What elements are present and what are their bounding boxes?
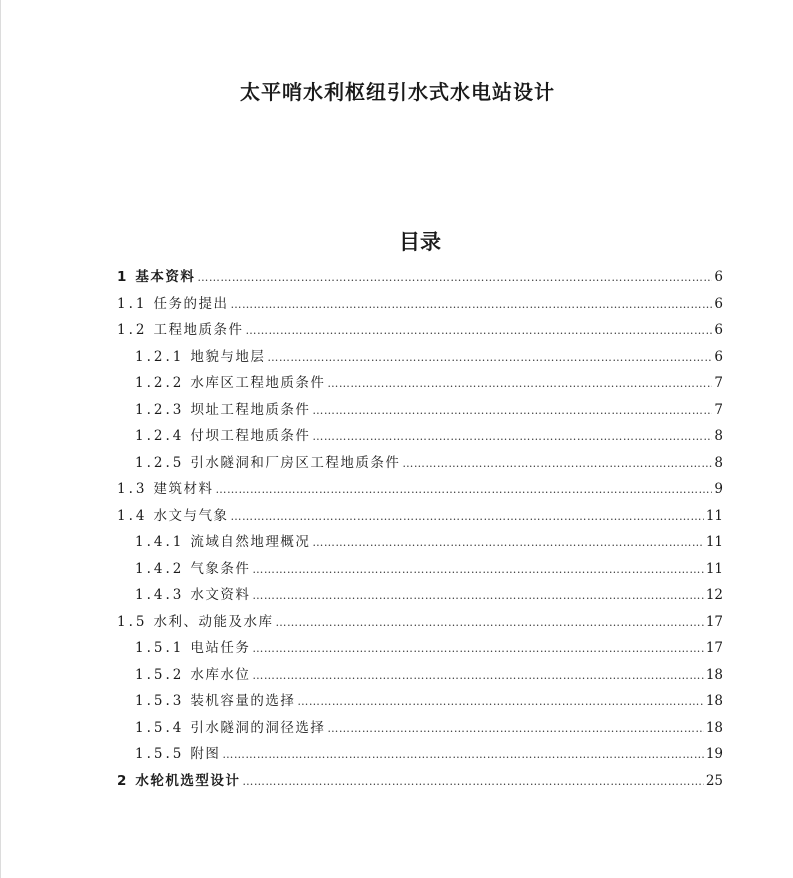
toc-entry[interactable] xyxy=(117,476,723,503)
toc-entry-number: 1.4.1 xyxy=(135,534,185,550)
toc-entry-label: 电站任务 xyxy=(190,640,251,656)
toc-entry-number: 1.2 xyxy=(117,322,148,338)
toc-entry-page: 8 xyxy=(714,428,723,444)
toc-entry-label: 气象条件 xyxy=(190,560,251,577)
toc-entry-label: 装机容量的选择 xyxy=(190,693,296,709)
toc-entry-page: 17 xyxy=(705,613,723,630)
toc-entry-page: 8 xyxy=(714,454,723,471)
toc-entry-number: 1.2.4 xyxy=(135,428,185,444)
toc-entry-number: 1.5.4 xyxy=(135,719,185,736)
toc-entry-number: 1.2.2 xyxy=(135,375,185,391)
toc-entry-page: 12 xyxy=(705,587,723,603)
toc-leader-dots xyxy=(252,663,703,690)
toc-entry-label: 地貌与地层 xyxy=(190,348,266,365)
toc-leader-dots xyxy=(275,610,703,637)
toc-leader-dots xyxy=(245,318,712,345)
toc-entry-label: 工程地质条件 xyxy=(153,322,244,338)
toc-entry-label: 任务的提出 xyxy=(153,295,229,312)
toc-entry-label: 建筑材料 xyxy=(153,481,214,497)
toc-entry-title xyxy=(117,609,273,636)
toc-entry-page: 25 xyxy=(705,772,723,789)
toc-entry[interactable] xyxy=(117,582,723,609)
toc-leader-dots xyxy=(312,424,712,451)
toc-entry-title xyxy=(135,344,265,371)
toc-entry-label: 水文资料 xyxy=(190,587,251,603)
toc-leader-dots xyxy=(312,530,703,557)
toc-entry-page: 11 xyxy=(705,560,723,577)
toc-entry-page: 18 xyxy=(705,719,723,736)
toc-entry-title xyxy=(117,317,243,344)
toc-entry-number: 1.4.2 xyxy=(135,560,185,577)
toc-entry-title xyxy=(117,264,195,291)
toc-leader-dots xyxy=(215,477,712,504)
toc-leader-dots xyxy=(230,504,703,531)
toc-leader-dots xyxy=(252,557,703,584)
toc-entry-page: 7 xyxy=(714,401,723,418)
toc-entry-number: 1.5.1 xyxy=(135,640,185,656)
toc-entry-label: 水利、动能及水库 xyxy=(153,613,274,630)
toc-entry[interactable] xyxy=(117,344,723,371)
toc-entry[interactable] xyxy=(117,317,723,344)
toc-entry-number: 1.2.3 xyxy=(135,401,185,418)
document-title: 太平哨水利枢纽引水式水电站设计 xyxy=(240,80,555,104)
toc-entry-number: 1.5.3 xyxy=(135,693,185,709)
toc-entry-title xyxy=(135,741,220,768)
toc-entry[interactable] xyxy=(117,609,723,636)
toc-entry[interactable] xyxy=(117,503,723,530)
toc-entry-title xyxy=(135,635,250,662)
toc-entry-title xyxy=(135,662,250,689)
toc-entry-page: 19 xyxy=(705,746,723,762)
toc-leader-dots xyxy=(327,371,712,398)
toc-entry-label: 引水隧洞的洞径选择 xyxy=(190,719,326,736)
toc-leader-dots xyxy=(327,716,703,743)
toc-entry-title xyxy=(117,503,228,530)
toc-entry-label: 基本资料 xyxy=(135,269,196,285)
toc-entry-number: 1.2.5 xyxy=(135,454,185,471)
toc-entry[interactable] xyxy=(117,635,723,662)
toc-entry-page: 7 xyxy=(714,375,723,391)
toc-entry-page: 6 xyxy=(714,322,723,338)
toc-entry-title xyxy=(135,529,310,556)
toc-entry-label: 附图 xyxy=(190,746,221,762)
toc-entry-number: 1 xyxy=(117,269,130,285)
toc-entry-title xyxy=(135,556,250,583)
toc-entry[interactable] xyxy=(117,556,723,583)
toc-entry-number: 1.5 xyxy=(117,613,148,630)
toc-entry[interactable] xyxy=(117,529,723,556)
toc-entry-number: 1.2.1 xyxy=(135,348,185,365)
toc-entry-title xyxy=(117,291,228,318)
toc-leader-dots xyxy=(230,292,712,319)
toc-entry-page: 6 xyxy=(714,269,723,285)
toc-entry[interactable] xyxy=(117,662,723,689)
toc-entry-page: 9 xyxy=(714,481,723,497)
toc-entry-label: 水库水位 xyxy=(190,666,251,683)
toc-entry-page: 18 xyxy=(705,693,723,709)
toc-heading: 目录 xyxy=(399,230,441,254)
toc-entry[interactable] xyxy=(117,291,723,318)
toc-leader-dots xyxy=(267,345,712,372)
toc-entry-number: 1.4.3 xyxy=(135,587,185,603)
toc-entry-page: 17 xyxy=(705,640,723,656)
toc-leader-dots xyxy=(222,742,703,769)
toc-entry[interactable] xyxy=(117,397,723,424)
toc-entry[interactable] xyxy=(117,741,723,768)
toc-entry-title xyxy=(135,370,325,397)
table-of-contents xyxy=(117,264,723,794)
toc-entry-title xyxy=(117,768,240,795)
toc-leader-dots xyxy=(197,265,712,292)
toc-leader-dots xyxy=(252,636,703,663)
toc-entry-title xyxy=(135,688,295,715)
toc-leader-dots xyxy=(402,451,712,478)
toc-entry-label: 水库区工程地质条件 xyxy=(190,375,326,391)
toc-entry[interactable] xyxy=(117,423,723,450)
toc-entry[interactable] xyxy=(117,370,723,397)
toc-entry-page: 11 xyxy=(705,507,723,524)
toc-entry-label: 坝址工程地质条件 xyxy=(190,401,311,418)
toc-entry-number: 1.1 xyxy=(117,295,148,312)
toc-entry-title xyxy=(117,476,213,503)
toc-leader-dots xyxy=(242,769,703,796)
toc-entry-label: 付坝工程地质条件 xyxy=(190,428,311,444)
toc-entry[interactable] xyxy=(117,264,723,291)
toc-leader-dots xyxy=(252,583,703,610)
toc-entry-label: 流域自然地理概况 xyxy=(190,534,311,550)
toc-entry-label: 水文与气象 xyxy=(153,507,229,524)
toc-leader-dots xyxy=(297,689,703,716)
toc-entry-page: 6 xyxy=(714,295,723,312)
toc-entry-number: 1.4 xyxy=(117,507,148,524)
toc-entry[interactable] xyxy=(117,715,723,742)
toc-entry-number: 1.3 xyxy=(117,481,148,497)
toc-entry-title xyxy=(135,450,400,477)
toc-entry-title xyxy=(135,715,325,742)
toc-entry-number: 2 xyxy=(117,772,130,789)
toc-entry[interactable] xyxy=(117,450,723,477)
toc-entry-page: 6 xyxy=(714,348,723,365)
toc-leader-dots xyxy=(312,398,712,425)
toc-entry[interactable] xyxy=(117,688,723,715)
toc-entry[interactable] xyxy=(117,768,723,795)
toc-entry-page: 11 xyxy=(705,534,723,550)
toc-entry-label: 引水隧洞和厂房区工程地质条件 xyxy=(190,454,401,471)
toc-entry-title xyxy=(135,397,310,424)
toc-entry-title xyxy=(135,423,310,450)
toc-entry-label: 水轮机选型设计 xyxy=(135,772,241,789)
toc-entry-page: 18 xyxy=(705,666,723,683)
toc-entry-number: 1.5.2 xyxy=(135,666,185,683)
toc-entry-number: 1.5.5 xyxy=(135,746,185,762)
toc-entry-title xyxy=(135,582,250,609)
